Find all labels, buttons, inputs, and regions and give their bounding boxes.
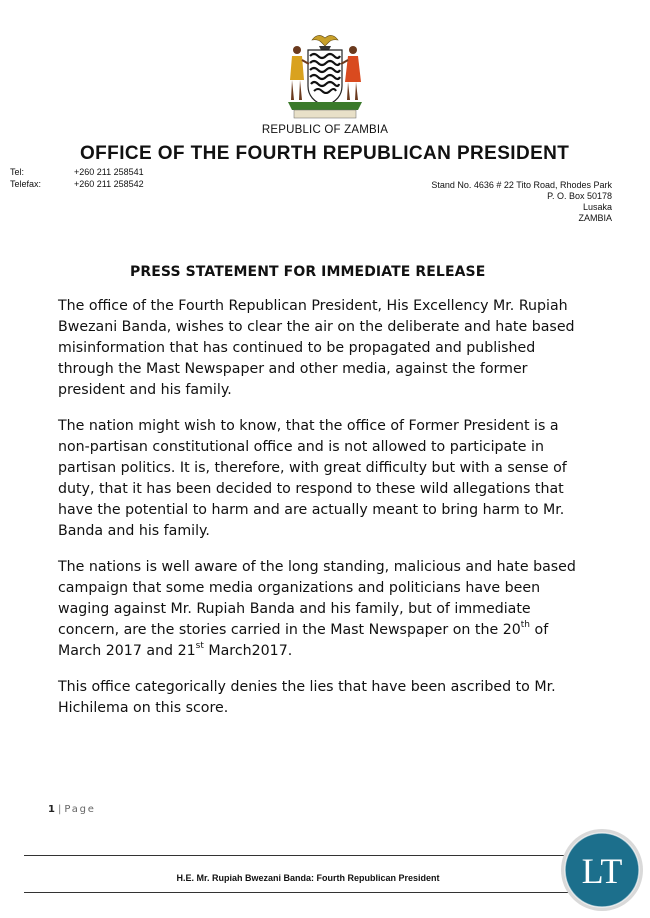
address-line: ZAMBIA [578, 213, 612, 223]
page-number-word: Page [64, 804, 96, 815]
contact-block [10, 166, 144, 190]
page-number-separator: | [57, 804, 62, 815]
address-line: P. O. Box 50178 [547, 191, 612, 201]
telefax-value: +260 211 258542 [74, 179, 144, 189]
lt-logo-badge [560, 828, 644, 912]
coat-of-arms-emblem [282, 30, 368, 122]
telefax-row [10, 178, 144, 190]
paragraph-3 [58, 557, 583, 662]
ordinal-suffix: th [520, 620, 530, 631]
address-line: Stand No. 4636 # 22 Tito Road, Rhodes Park [431, 180, 612, 190]
footer-rule-top [24, 855, 624, 856]
statement-body [58, 296, 583, 734]
office-title: OFFICE OF THE FOURTH REPUBLICAN PRESIDENT [80, 143, 570, 164]
address-line: Lusaka [582, 202, 612, 212]
page-number-value: 1 [48, 804, 55, 815]
paragraph-1: The office of the Fourth Republican President, His Excellency Mr. Rupiah Bwezani Banda, wishes to clear the air on the deliberate and hate based misinformation that has continued to be propagated and published through the Mast Newspaper and other media, against the former president and his family. [58, 298, 575, 398]
telefax-label: Telefax: [10, 179, 42, 189]
tel-label: Tel: [10, 167, 25, 177]
ordinal-suffix: st [195, 641, 204, 652]
tel-value: +260 211 258541 [74, 167, 144, 177]
lt-logo-text: LT [581, 851, 623, 891]
paragraph-2: The nation might wish to know, that the office of Former President is a non-partisan constitutional office and is not allowed to participate in partisan politics. It is, therefore, with great difficulty but with a sense of duty, that it has been decided to respond to these wild allegations that have the potential to harm and are actually meant to bring harm to Mr. Banda and his family. [58, 418, 567, 539]
footer-text: H.E. Mr. Rupiah Bwezani Banda: Fourth Republican President [176, 873, 440, 883]
postal-address [431, 180, 612, 224]
paragraph-3-text: The nations is well aware of the long standing, malicious and hate based campaign that some media organizations and politicians have been waging against Mr. Rupiah Banda and his family, but of immediate concern, are the stories carried in the Mast Newspaper on the 20 [58, 559, 576, 638]
tel-row [10, 166, 144, 178]
republic-heading: REPUBLIC OF ZAMBIA [261, 124, 389, 136]
footer-rule-bottom [24, 892, 624, 893]
press-statement-title: PRESS STATEMENT FOR IMMEDIATE RELEASE [130, 264, 486, 280]
page-number [48, 804, 96, 815]
paragraph-4: This office categorically denies the lies that have been ascribed to Mr. Hichilema on this score. [58, 679, 556, 716]
paragraph-3-text: March2017. [203, 643, 293, 659]
paragraph-3-text: of March 2017 and 21 [58, 622, 549, 659]
